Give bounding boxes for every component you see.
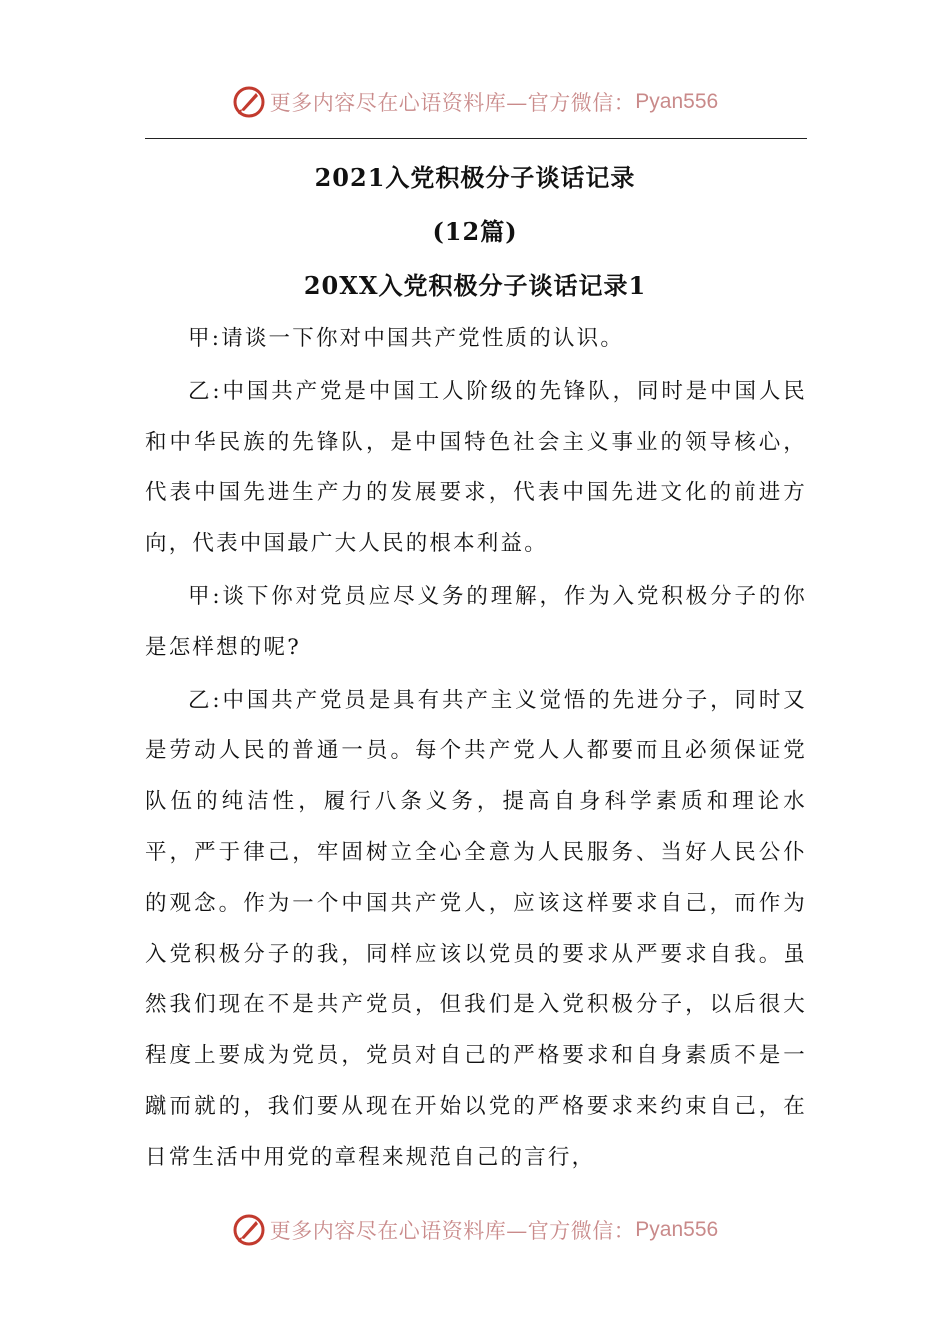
watermark-brand-text: 更多内容尽在心语资料库—官方微信： xyxy=(269,91,636,115)
watermark-brand-text: 更多内容尽在心语资料库—官方微信： xyxy=(269,1219,636,1243)
document-title-count: (12篇) xyxy=(432,217,518,246)
footer-watermark xyxy=(0,1210,950,1250)
quill-logo-icon xyxy=(232,85,266,119)
document-title: 2021入党积极分子谈话记录 xyxy=(314,163,636,192)
header-watermark xyxy=(0,82,950,122)
quill-logo-icon xyxy=(232,1213,266,1247)
paragraph-question-1: 甲:请谈一下你对中国共产党性质的认识。 xyxy=(188,326,625,351)
paragraph-question-2: 甲:谈下你对党员应尽义务的理解，作为入党积极分子的你是怎样想的呢? xyxy=(145,583,807,660)
document-body xyxy=(145,314,807,1186)
header-divider xyxy=(145,138,807,139)
watermark-wechat-handle: Pyan556 xyxy=(635,90,719,113)
watermark-wechat-handle: Pyan556 xyxy=(635,1218,719,1241)
paragraph-answer-2: 乙:中国共产党员是具有共产主义觉悟的先进分子，同时又是劳动人民的普通一员。每个共产党人人都要而且必须保证党队伍的纯洁性，履行八条义务，提高自身科学素质和理论水平，严于律己，牢固树立全心全意为人民服务、当好人民公仆的观念。作为一个中国共产党人，应该这样要求自己，而作为入党积极分子的我，同样应该以党员的要求从严要求自我。虽然我们现在不是共产党员，但我们是入党积极分子，以后很大程度上要成为党员，党员对自己的严格要求和自身素质不是一蹴而就的，我们要从现在开始以党的严格要求来约束自己，在日常生活中用党的章程来规范自己的言行， xyxy=(145,687,807,1170)
paragraph-answer-1: 乙:中国共产党是中国工人阶级的先锋队，同时是中国人民和中华民族的先锋队，是中国特色社会主义事业的领导核心，代表中国先进生产力的发展要求，代表中国先进文化的前进方向，代表中国最广大人民的根本利益。 xyxy=(145,378,807,557)
section-heading: 20XX入党积极分子谈话记录1 xyxy=(303,271,647,300)
